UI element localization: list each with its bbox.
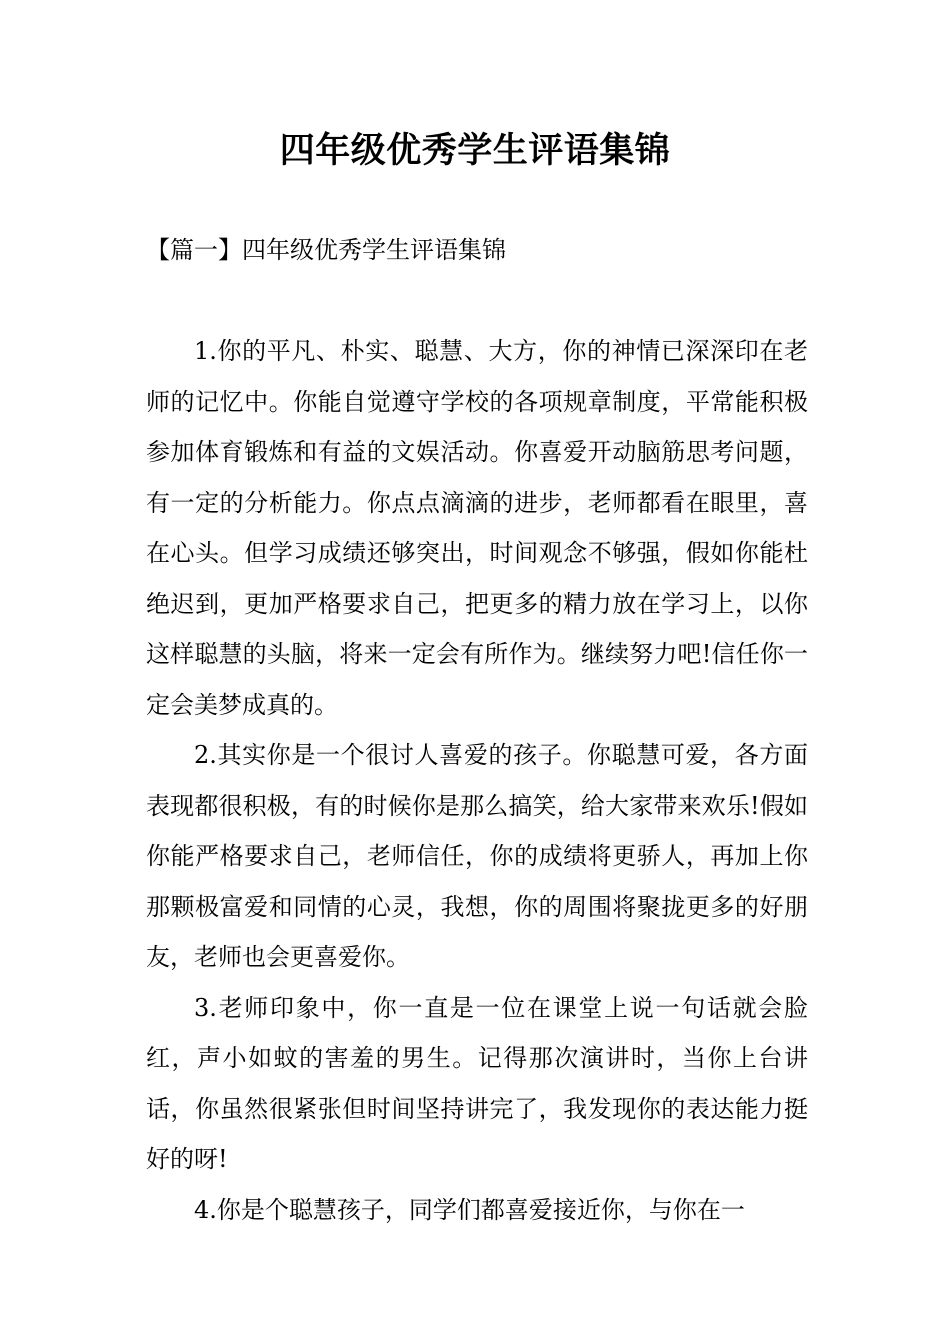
paragraph-3: 3.老师印象中，你一直是一位在课堂上说一句话就会脸红，声小如蚊的害羞的男生。记得那次演讲时，当你上台讲话，你虽然很紧张但时间坚持讲完了，我发现你的表达能力挺好的呀!	[146, 993, 808, 1173]
paragraph-1: 1.你的平凡、朴实、聪慧、大方，你的神情已深深印在老师的记忆中。你能自觉遵守学校的各项规章制度，平常能积极参加体育锻炼和有益的文娱活动。你喜爱开动脑筋思考问题，有一定的分析能力。你点点滴滴的进步，老师都看在眼里，喜在心头。但学习成绩还够突出，时间观念不够强，假如你能杜绝迟到，更加严格要求自己，把更多的精力放在学习上，以你这样聪慧的头脑，将来一定会有所作为。继续努力吧!信任你一定会美梦成真的。	[146, 337, 808, 719]
paragraph-4: 4.你是个聪慧孩子，同学们都喜爱接近你，与你在一	[194, 1195, 745, 1224]
document-body	[146, 326, 808, 1235]
paragraph-2: 2.其实你是一个很讨人喜爱的孩子。你聪慧可爱，各方面表现都很积极，有的时候你是那么搞笑，给大家带来欢乐!假如你能严格要求自己，老师信任，你的成绩将更骄人，再加上你那颗极富爱和同情的心灵，我想，你的周围将聚拢更多的好朋友，老师也会更喜爱你。	[146, 741, 808, 971]
document-title: 四年级优秀学生评语集锦	[279, 131, 671, 171]
section-heading: 【篇一】四年级优秀学生评语集锦	[146, 236, 506, 264]
